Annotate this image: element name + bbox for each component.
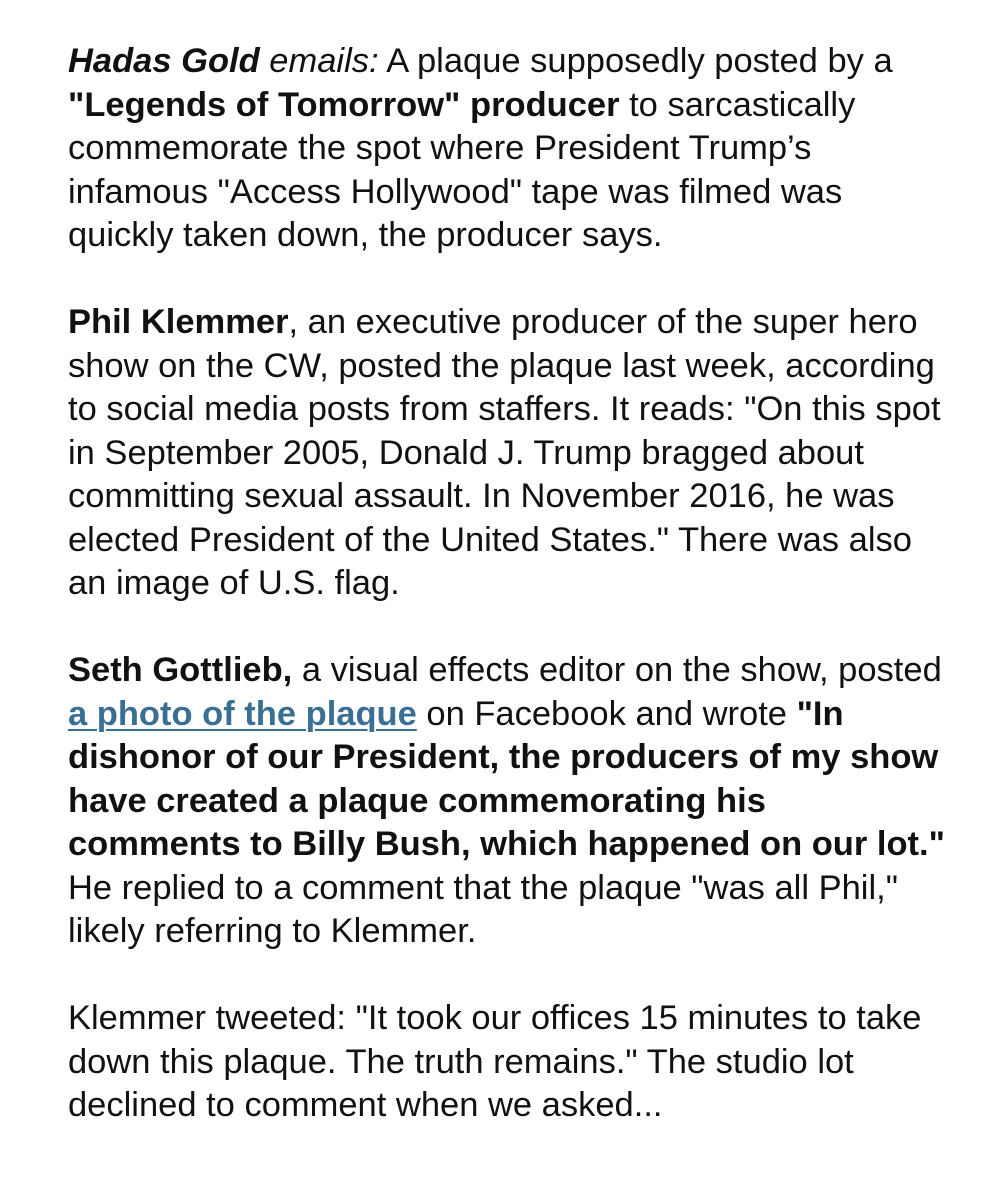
paragraph-text: A plaque supposedly posted by a — [378, 42, 893, 80]
paragraph-seth-gottlieb — [68, 649, 948, 954]
paragraph-text: on Facebook and wrote — [416, 694, 797, 733]
article-body — [68, 40, 948, 1128]
person-name: Phil Klemmer — [68, 303, 289, 341]
paragraph-phil-klemmer — [68, 301, 948, 606]
author-name: Hadas Gold — [68, 42, 260, 80]
paragraph-text: He replied to a comment that the plaque "was all Phil," likely referring to Klemmer. — [68, 868, 898, 950]
person-name: Seth Gottlieb, — [68, 651, 293, 689]
bold-phrase: "Legends of Tomorrow" producer — [68, 85, 620, 124]
paragraph-klemmer-tweet — [68, 997, 948, 1128]
paragraph-hadas-gold — [68, 40, 948, 258]
paragraph-text: to sarcastically commemorate the spot where President Trump’s infamous "Access Hollywood" tape was filmed was quickly taken down, the producer says. — [68, 85, 856, 254]
paragraph-text: , an executive producer of the super hero show on the CW, posted the plaque last week, according to social media posts from staffers. It reads: "On this spot in September 2005, Donald J. Trump bragged about committing sexual assault. In November 2016, he was elected President of the United States." There was also an image of U.S. flag. — [68, 303, 941, 602]
paragraph-text: a visual effects editor on the show, posted — [292, 651, 942, 689]
paragraph-text: Klemmer tweeted: "It took our offices 15 minutes to take down this plaque. The truth remains." The studio lot declined to comment when we asked... — [68, 999, 922, 1124]
photo-of-plaque-link[interactable]: a photo of the plaque — [68, 694, 417, 733]
quote-bold: "In dishonor of our President, the producers of my show have created a plaque commemorating his comments to Billy Bush, which happened on our lot." — [68, 694, 945, 863]
author-suffix: emails: — [259, 42, 379, 80]
